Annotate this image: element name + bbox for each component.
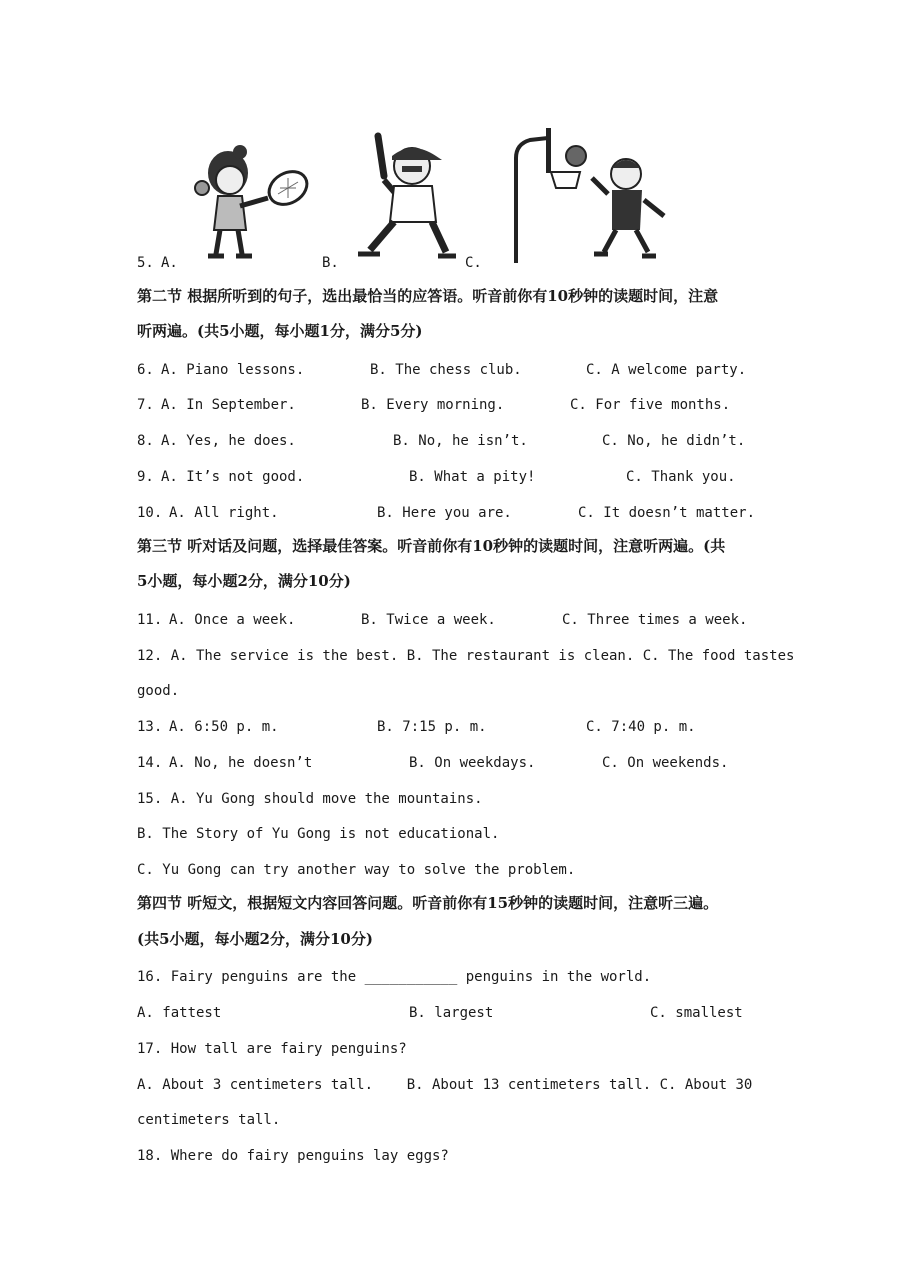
q5-option-c[interactable]: C. [465, 255, 482, 271]
q14-option-c[interactable]: C. On weekends. [602, 755, 729, 771]
q10-option-b[interactable]: B. Here you are. [377, 505, 512, 521]
q10-option-c[interactable]: C. It doesn’t matter. [578, 505, 756, 521]
tennis-girl-picture [190, 118, 320, 263]
q6-number: 6. [137, 362, 154, 378]
q5-option-b[interactable]: B. [322, 255, 339, 271]
q14-option-a[interactable]: A. No, he doesn’t [169, 755, 313, 771]
q8-number: 8. [137, 433, 154, 449]
q16-option-b[interactable]: B. largest [409, 1005, 494, 1021]
q6-option-b[interactable]: B. The chess club. [370, 362, 522, 378]
q9-option-b[interactable]: B. What a pity! [409, 469, 536, 485]
q9-option-c[interactable]: C. Thank you. [626, 469, 736, 485]
q9-number: 9. [137, 469, 154, 485]
q10-number: 10. [137, 505, 163, 521]
q5-number: 5. [137, 255, 154, 271]
section4-heading-line1: 第四节 听短文，根据短文内容回答问题。听音前你有15秒钟的读题时间，注意听三遍。 [137, 894, 719, 912]
q11-option-c[interactable]: C. Three times a week. [562, 612, 748, 628]
q12-line1: 12. A. The service is the best. B. The restaurant is clean. C. The food tastes [137, 648, 795, 664]
q8-option-b[interactable]: B. No, he isn’t. [393, 433, 528, 449]
q16-option-c[interactable]: C. smallest [650, 1005, 743, 1021]
basketball-boy-picture [508, 118, 668, 263]
q11-option-a[interactable]: A. Once a week. [169, 612, 296, 628]
q11-number: 11. [137, 612, 163, 628]
section2-heading-line1: 第二节 根据所听到的句子，选出最恰当的应答语。听音前你有10秒钟的读题时间，注意 [137, 287, 719, 305]
q13-option-a[interactable]: A. 6:50 p. m. [169, 719, 279, 735]
q7-number: 7. [137, 397, 154, 413]
q17-options-line1[interactable]: A. About 3 centimeters tall. B. About 13 centimeters tall. C. About 30 [137, 1077, 753, 1093]
q14-number: 14. [137, 755, 163, 771]
q13-option-c[interactable]: C. 7:40 p. m. [586, 719, 696, 735]
baseball-boy-picture [350, 118, 465, 263]
section3-heading-line1: 第三节 听对话及问题，选择最佳答案。听音前你有10秒钟的读题时间，注意听两遍。(共 [137, 537, 726, 555]
q17-options-line2[interactable]: centimeters tall. [137, 1112, 281, 1128]
q10-option-a[interactable]: A. All right. [169, 505, 279, 521]
q15-option-b[interactable]: B. The Story of Yu Gong is not educational. [137, 826, 500, 842]
q13-option-b[interactable]: B. 7:15 p. m. [377, 719, 487, 735]
q13-number: 13. [137, 719, 163, 735]
q14-option-b[interactable]: B. On weekdays. [409, 755, 536, 771]
section3-heading-line2: 5小题，每小题2分，满分10分) [137, 572, 351, 590]
q16-option-a[interactable]: A. fattest [137, 1005, 222, 1021]
q18-stem: 18. Where do fairy penguins lay eggs? [137, 1148, 449, 1164]
section2-heading-line2: 听两遍。(共5小题，每小题1分，满分5分) [137, 322, 423, 340]
q7-option-a[interactable]: A. In September. [161, 397, 296, 413]
q15-option-a[interactable]: 15. A. Yu Gong should move the mountains. [137, 791, 483, 807]
q5-option-a[interactable]: A. [161, 255, 178, 271]
q15-option-c[interactable]: C. Yu Gong can try another way to solve the problem. [137, 862, 576, 878]
q17-stem: 17. How tall are fairy penguins? [137, 1041, 407, 1057]
q12-line2: good. [137, 683, 180, 699]
section4-heading-line2: (共5小题，每小题2分，满分10分) [137, 930, 373, 948]
q6-option-c[interactable]: C. A welcome party. [586, 362, 747, 378]
q8-option-a[interactable]: A. Yes, he does. [161, 433, 296, 449]
q8-option-c[interactable]: C. No, he didn’t. [602, 433, 746, 449]
q7-option-b[interactable]: B. Every morning. [361, 397, 505, 413]
q6-option-a[interactable]: A. Piano lessons. [161, 362, 305, 378]
q7-option-c[interactable]: C. For five months. [570, 397, 731, 413]
q11-option-b[interactable]: B. Twice a week. [361, 612, 496, 628]
q9-option-a[interactable]: A. It’s not good. [161, 469, 305, 485]
q16-stem: 16. Fairy penguins are the ___________ penguins in the world. [137, 969, 652, 985]
